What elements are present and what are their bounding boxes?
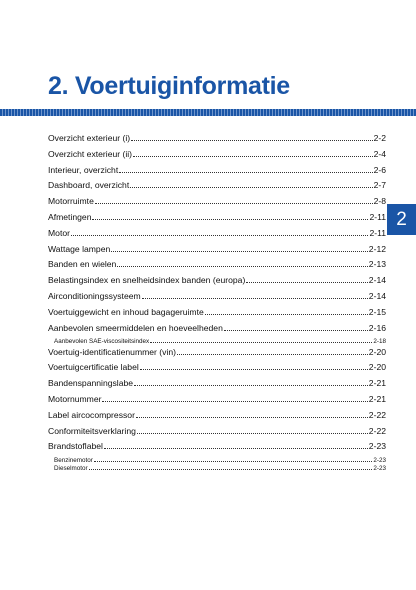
toc-entry-label: Banden en wielen	[48, 259, 117, 270]
toc-entry-label: Interieur, overzicht	[48, 164, 119, 175]
dot-leader	[205, 314, 368, 315]
dot-leader	[150, 342, 372, 343]
toc-subentry[interactable]	[48, 338, 386, 346]
toc-entry-page: 2-21	[368, 393, 386, 404]
toc-entry[interactable]	[48, 323, 386, 339]
toc-entry-page: 2-6	[373, 164, 386, 175]
toc-entry-label: Afmetingen	[48, 211, 92, 222]
dot-leader	[224, 330, 368, 331]
toc-entry-page: 2-20	[368, 362, 386, 373]
dot-leader	[136, 417, 368, 418]
toc-entry-page: 2-16	[368, 322, 386, 333]
toc-entry-page: 2-12	[368, 243, 386, 254]
toc-entry-label: Bandenspanningslabe	[48, 378, 134, 389]
chapter-tab[interactable]: 2	[387, 204, 416, 235]
toc-entry-label: Airconditioningssysteem	[48, 290, 141, 301]
toc-entry-page: 2-23	[373, 457, 386, 465]
dot-leader	[104, 448, 368, 449]
toc-subentry[interactable]	[48, 457, 386, 465]
dot-leader	[92, 219, 368, 220]
toc-entry-page: 2-20	[368, 346, 386, 357]
toc-entry-page: 2-22	[368, 409, 386, 420]
toc-entry[interactable]	[48, 426, 386, 442]
toc-entry[interactable]	[48, 228, 386, 244]
title-rule	[0, 109, 416, 116]
dot-leader	[119, 172, 372, 173]
toc-entry-page: 2-14	[368, 290, 386, 301]
dot-leader	[95, 203, 373, 204]
toc-entry-label: Voertuig-identificatienummer (vin)	[48, 346, 177, 357]
toc-entry[interactable]	[48, 410, 386, 426]
toc-entry-label: Belastingsindex en snelheidsindex banden (europa)	[48, 275, 246, 286]
toc-entry-page: 2-7	[373, 180, 386, 191]
dot-leader	[117, 266, 367, 267]
toc-entry[interactable]	[48, 180, 386, 196]
toc-entry[interactable]	[48, 291, 386, 307]
dot-leader	[130, 187, 372, 188]
toc-entry-label: Conformiteitsverklaring	[48, 425, 136, 436]
toc-entry-page: 2-22	[368, 425, 386, 436]
toc-entry-label: Overzicht exterieur (i)	[48, 133, 131, 143]
toc-entry-label: Voertuiggewicht en inhoud bagageruimte	[48, 306, 204, 317]
dot-leader	[140, 369, 368, 370]
toc-entry-label: Motor	[48, 227, 70, 238]
toc-entry-label: Brandstoflabel	[48, 441, 103, 452]
toc-entry-page: 2-4	[373, 148, 386, 159]
toc-entry-label: Dashboard, overzicht	[48, 180, 130, 191]
toc-entry[interactable]	[48, 394, 386, 410]
toc-entry-page: 2-2	[373, 133, 386, 143]
toc-entry-page: 2-14	[368, 275, 386, 286]
toc-entry-page: 2-23	[368, 441, 386, 452]
toc-entry-label: Voertuigcertificatie label	[48, 362, 139, 373]
toc-entry-label: Dieselmotor	[54, 465, 88, 473]
dot-leader	[246, 282, 367, 283]
toc-entry-page: 2-23	[373, 465, 386, 473]
toc-entry-label: Overzicht exterieur (ii)	[48, 148, 133, 159]
toc-entry-label: Motorruimte	[48, 196, 94, 207]
toc-entry[interactable]	[48, 307, 386, 323]
dot-leader	[134, 385, 368, 386]
toc-entry[interactable]	[48, 441, 386, 457]
toc-entry-page: 2-15	[368, 306, 386, 317]
dot-leader	[94, 461, 373, 462]
dot-leader	[142, 298, 368, 299]
toc-entry-page: 2-13	[368, 259, 386, 270]
chapter-title: 2. Voertuiginformatie	[48, 72, 290, 100]
dot-leader	[102, 401, 367, 402]
toc-entry[interactable]	[48, 244, 386, 260]
dot-leader	[111, 251, 368, 252]
table-of-contents	[48, 133, 386, 474]
toc-subentry[interactable]	[48, 465, 386, 473]
toc-entry[interactable]	[48, 212, 386, 228]
dot-leader	[89, 469, 373, 470]
toc-entry[interactable]	[48, 259, 386, 275]
toc-entry-page: 2-11	[369, 227, 386, 238]
toc-entry[interactable]	[48, 347, 386, 363]
toc-entry-page: 2-18	[373, 338, 386, 346]
dot-leader	[177, 354, 368, 355]
toc-entry-label: Benzinemotor	[54, 457, 93, 465]
dot-leader	[71, 235, 368, 236]
toc-entry[interactable]	[48, 133, 386, 149]
toc-entry[interactable]	[48, 165, 386, 181]
toc-entry-label: Wattage lampen	[48, 243, 111, 254]
dot-leader	[137, 433, 368, 434]
toc-entry[interactable]	[48, 196, 386, 212]
toc-entry-page: 2-8	[373, 196, 386, 207]
toc-entry-label: Motornummer	[48, 393, 102, 404]
toc-entry-page: 2-21	[368, 378, 386, 389]
dot-leader	[133, 156, 373, 157]
toc-entry-label: Aanbevolen SAE-viscositeitsindex	[54, 338, 150, 346]
toc-entry[interactable]	[48, 149, 386, 165]
toc-entry[interactable]	[48, 378, 386, 394]
toc-entry[interactable]	[48, 275, 386, 291]
toc-entry-label: Aanbevolen smeermiddelen en hoeveelheden	[48, 322, 223, 333]
toc-entry[interactable]	[48, 362, 386, 378]
toc-entry-label: Label aircocompressor	[48, 409, 135, 420]
dot-leader	[131, 140, 372, 141]
toc-entry-page: 2-11	[369, 211, 386, 222]
